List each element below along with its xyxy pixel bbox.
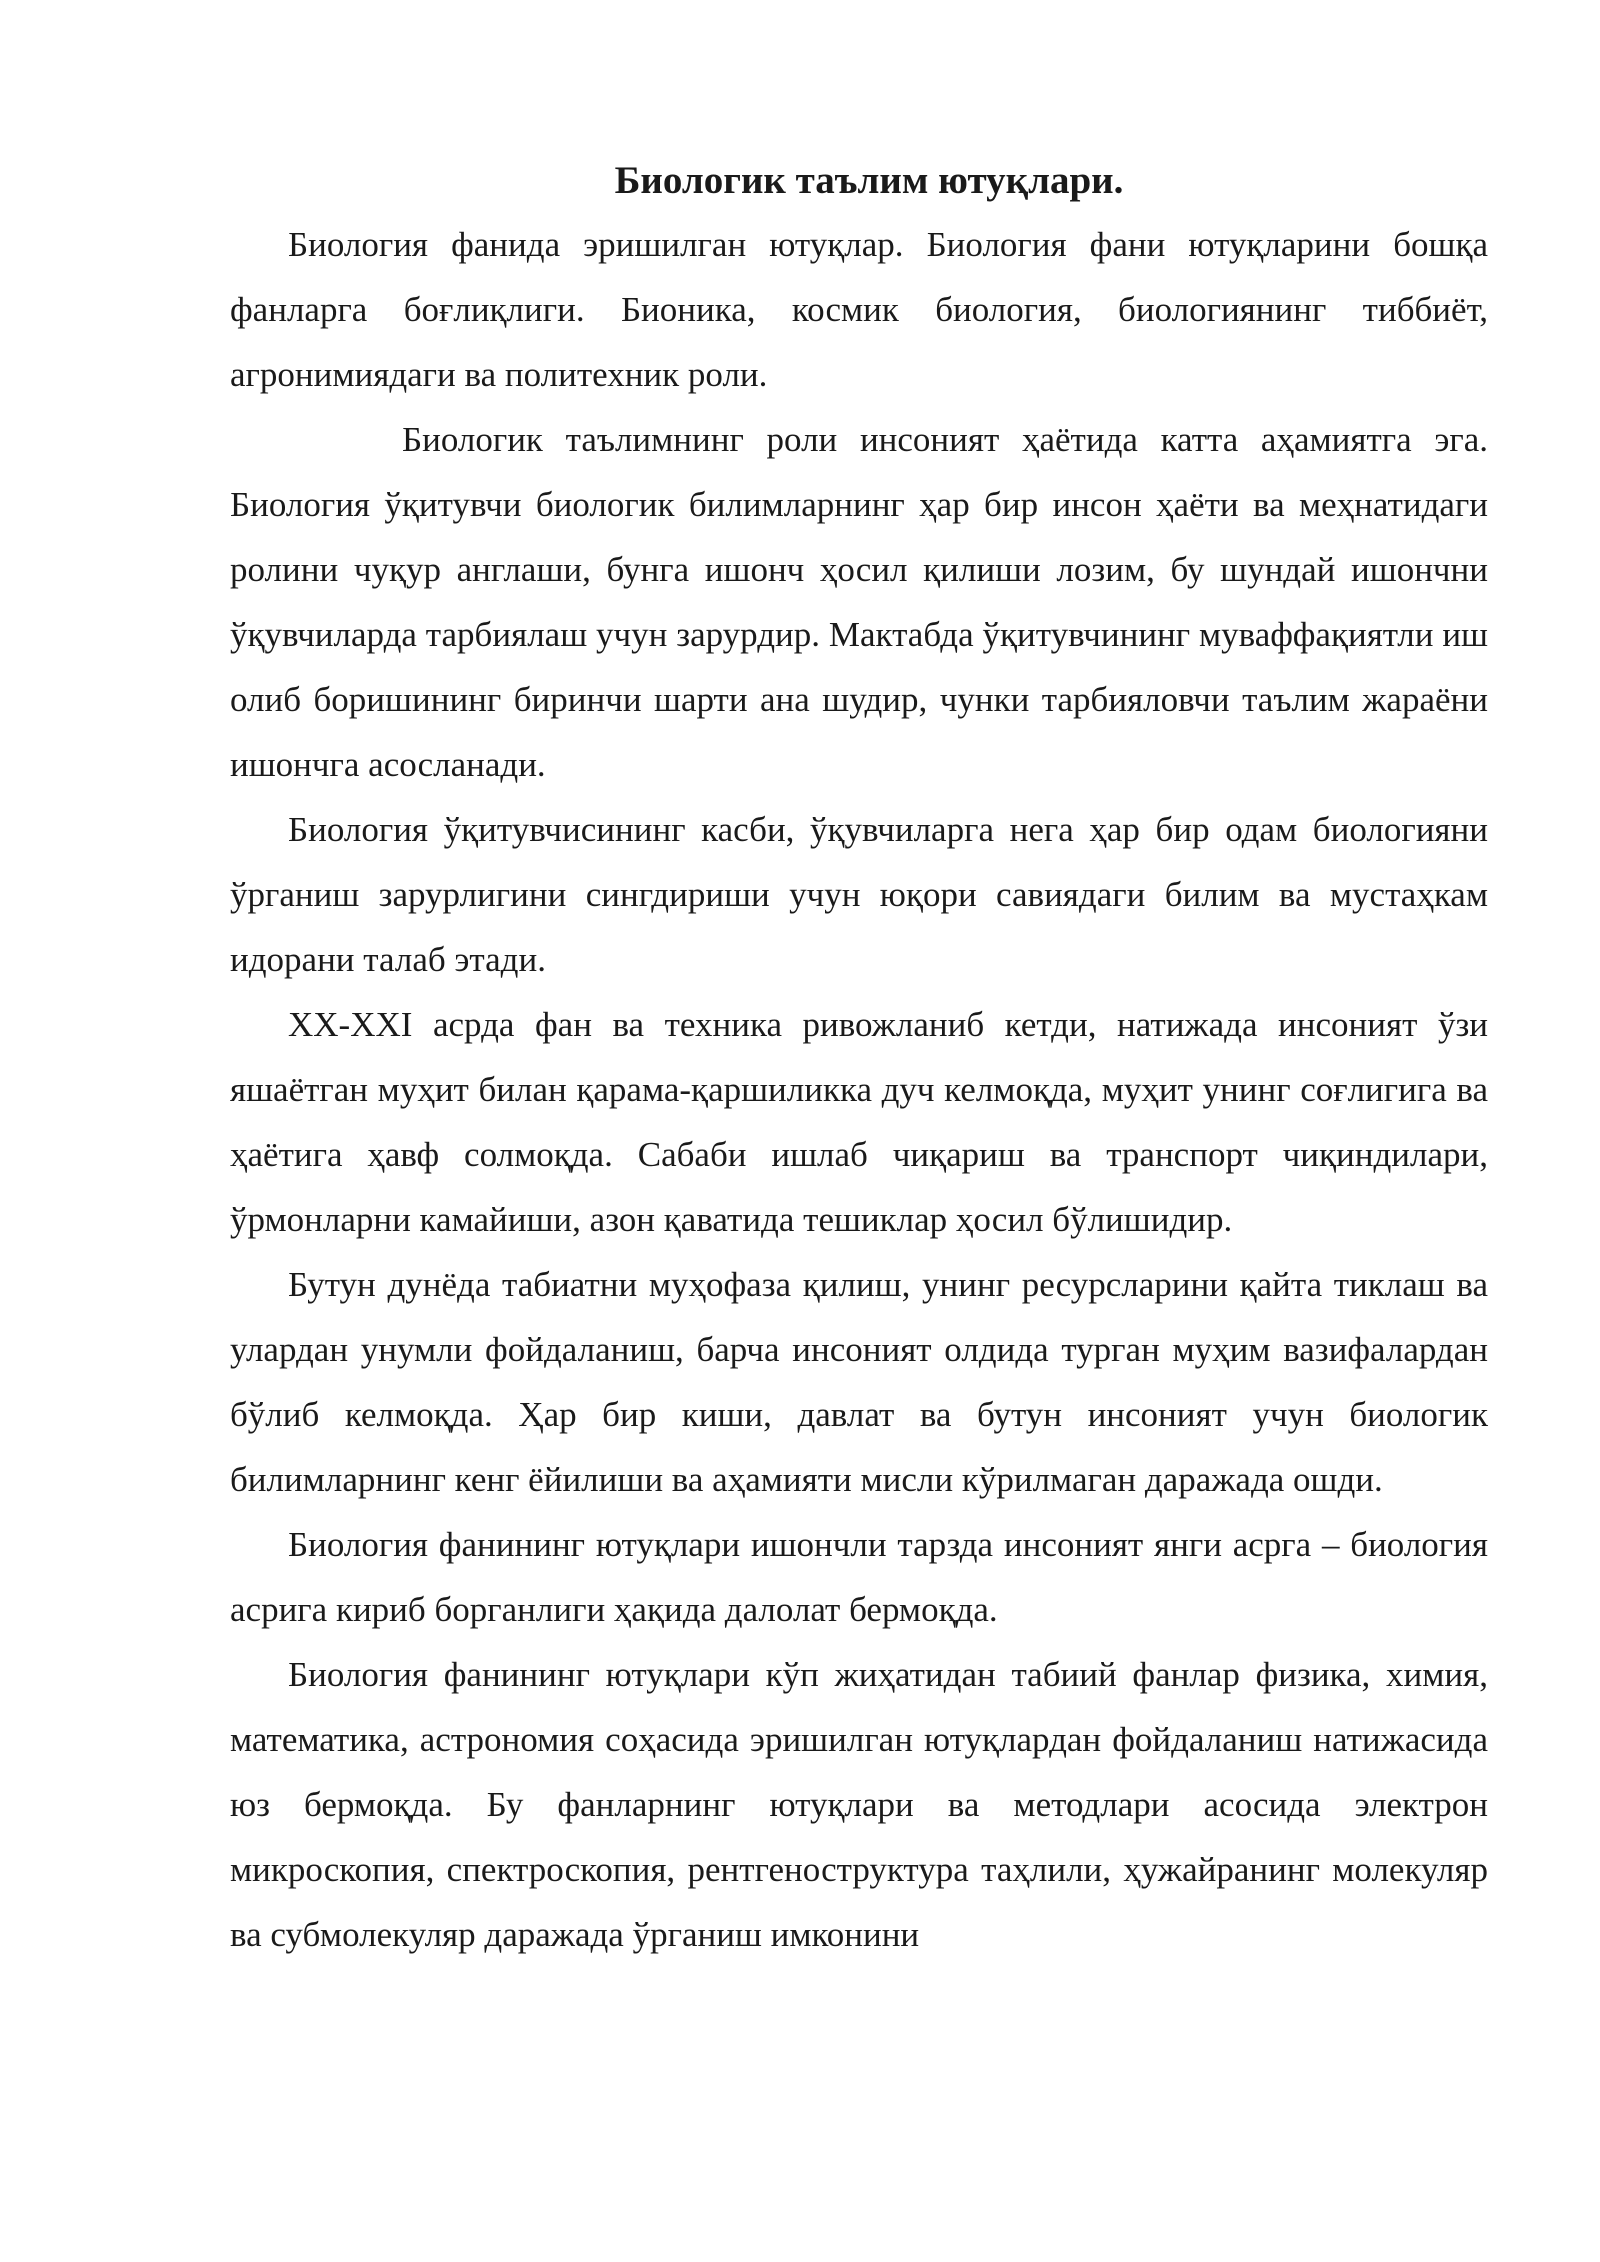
paragraph-1: Биология фанида эришилган ютуқлар. Биология фани ютуқларини бошқа фанларга боғлиқлиги. Бионика, космик биология, биологиянинг тиббиёт, агронимиядаги ва политехник роли. bbox=[230, 225, 1488, 394]
paragraph-4: XX-XXI асрда фан ва техника ривожланиб кетди, натижада инсоният ўзи яшаётган муҳит билан қарама-қаршиликка дуч келмоқда, муҳит унинг соғлигига ва ҳаётига ҳавф солмоқда. Сабаби ишлаб чиқариш ва транспорт чиқиндилари, ўрмонларни камайиши, азон қаватида тешиклар ҳосил бўлишидир. bbox=[230, 1005, 1488, 1239]
paragraph-2: Биологик таълимнинг роли инсоният ҳаётида катта аҳамиятга эга. Биология ўқитувчи биологик билимларнинг ҳар бир инсон ҳаёти ва меҳнатидаги ролини чуқур англаши, бунга ишонч ҳосил қилиши лозим, бу шундай ишончни ўқувчиларда тарбиялаш учун зарурдир. Мактабда ўқитувчининг муваффақиятли иш олиб боришининг биринчи шарти ана шудир, чунки тарбияловчи таълим жараёни ишончга асосланади. bbox=[230, 420, 1488, 784]
paragraph-3: Биология ўқитувчисининг касби, ўқувчиларга нега ҳар бир одам биологияни ўрганиш зарурлигини сингдириши учун юқори савиядаги билим ва мустаҳкам идорани талаб этади. bbox=[230, 810, 1488, 979]
document-title: Биологик таълим ютуқлари. bbox=[614, 159, 1124, 202]
paragraph-6: Биология фанининг ютуқлари ишончли тарзда инсоният янги асрга – биология асрига кириб борганлиги ҳақида далолат бермоқда. bbox=[230, 1525, 1488, 1629]
paragraph-7: Биология фанининг ютуқлари кўп жиҳатидан табиий фанлар физика, химия, математика, астрономия соҳасида эришилган ютуқлардан фойдаланиш натижасида юз бермоқда. Бу фанларнинг ютуқлари ва методлари асосида электрон микроскопия, спектроскопия, рентгеноструктура таҳлили, ҳужайранинг молекуляр ва субмолекуляр даражада ўрганиш имконини bbox=[230, 1655, 1488, 1954]
document-body bbox=[230, 150, 1488, 1967]
paragraph-5: Бутун дунёда табиатни муҳофаза қилиш, унинг ресурсларини қайта тиклаш ва улардан унумли фойдаланиш, барча инсоният олдида турган муҳим вазифалардан бўлиб келмоқда. Ҳар бир киши, давлат ва бутун инсоният учун биологик билимларнинг кенг ёйилиши ва аҳамияти мисли кўрилмаган даражада ошди. bbox=[230, 1265, 1488, 1499]
